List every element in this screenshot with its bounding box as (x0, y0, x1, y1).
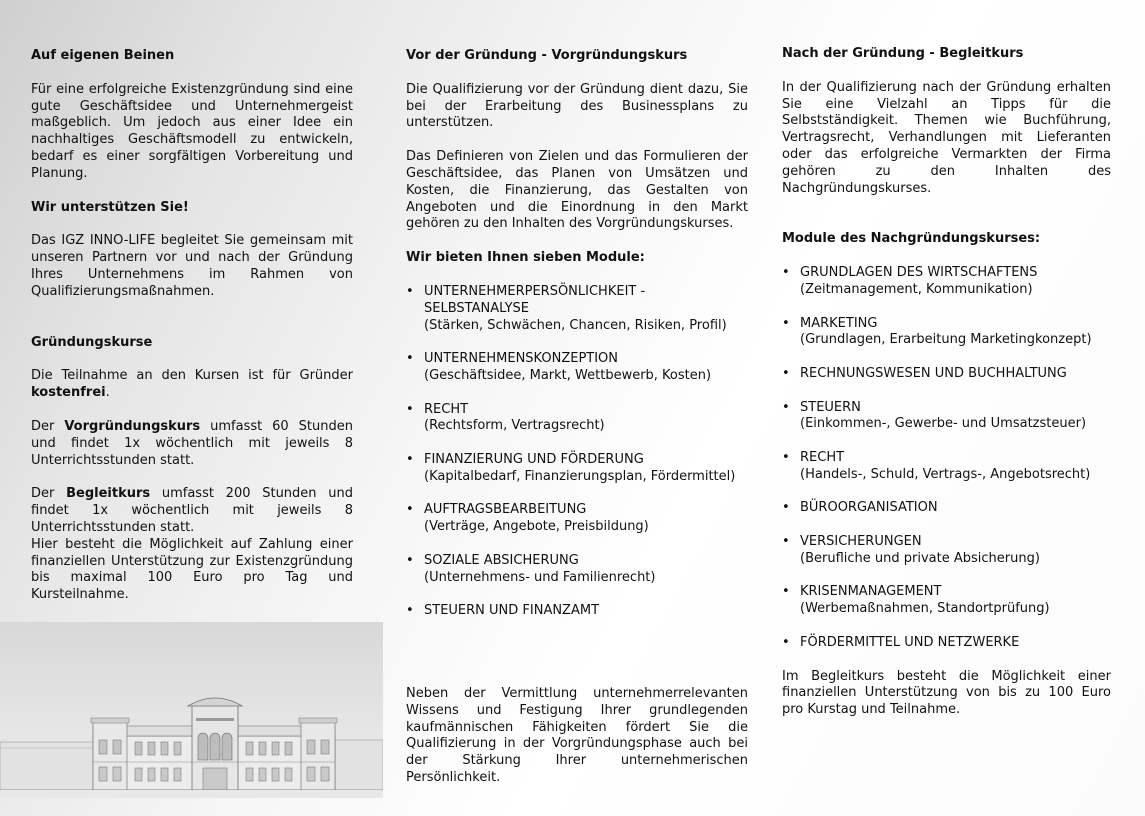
vor-module-list (406, 284, 748, 620)
vor-closing-block (406, 686, 748, 787)
vor-paragraph-2: Das Definieren von Zielen und das Formulieren der Geschäftsidee, das Planen von Umsätzen und Kosten, die Finanzierung, das Gestalten von Angeboten und die Einordnung in den Markt gehören zu den Inhalten des Vorgründungskurses. (406, 149, 748, 232)
list-item: • RECHNUNGSWESEN UND BUCHHALTUNG (782, 365, 1067, 381)
list-item: • FÖRDERMITTEL UND NETZWERKE (782, 634, 1020, 650)
list-item: • AUFTRAGSBEARBEITUNG (Verträge, Angebote, Preisbildung) (406, 502, 649, 535)
vor-paragraph-1: Die Qualifizierung vor der Gründung dient dazu, Sie bei der Erarbeitung des Businessplans zu unterstützen. (406, 81, 748, 131)
column-nachgruendung (782, 46, 1111, 719)
column-vorgruendung (406, 48, 748, 620)
nach-module-list (782, 265, 1111, 651)
support-paragraph: Das IGZ INNO-LIFE begleitet Sie gemeinsam mit unseren Partnern vor und nach der Gründung Ihres Unternehmens im Rahmen von Qualifizierungsmaßnahmen. (31, 233, 353, 299)
intro-paragraph: Für eine erfolgreiche Existenzgründung sind eine gute Geschäftsidee und Unternehmergeist maßgeblich. Um jedoch aus einer Idee ein nachhaltiges Geschäftsmodell zu entwickeln, bedarf es einer sorgfältigen Vorbereitung und Planung. (31, 81, 353, 181)
list-item: • RECHT (Handels-, Schuld, Vertrags-, Angebotsrecht) (782, 449, 1091, 482)
list-item: • FINANZIERUNG UND FÖRDERUNG (Kapitalbedarf, Finanzierungsplan, Fördermittel) (406, 451, 736, 484)
nach-paragraph-1: In der Qualifizierung nach der Gründung erhalten Sie eine Vielzahl an Tipps für die Selbstständigkeit. Themen wie Buchführung, Vertragsrecht, Verhandlungen mit Lieferanten oder das erfolgreiche Vermarkten der Firma gehören zu den Inhalten des Nachgründungskurses. (782, 79, 1111, 196)
list-item: • UNTERNEHMERPERSÖNLICHKEIT - SELBSTANALYSE (Stärken, Schwächen, Chancen, Risiken, Profil) (406, 283, 727, 333)
heading-auf-eigenen-beinen: Auf eigenen Beinen (31, 48, 175, 63)
list-item: • BÜROORGANISATION (782, 500, 938, 516)
building-illustration (0, 622, 383, 798)
vor-closing-paragraph: Neben der Vermittlung unternehmerrelevanten Wissens und Festigung Ihrer grundlegenden kaufmännischen Fähigkeiten fördert Sie die Qualifizierung in der Vorgründungsphase auch bei der Stärkung Ihrer unternehmerischen Persönlichkeit. (406, 686, 748, 785)
pre-course-paragraph: Der Vorgründungskurs umfasst 60 Stunden und findet 1x wöchentlich mit jeweils 8 Unterrichtsstunden statt. (31, 418, 353, 468)
list-item: • STEUERN (Einkommen-, Gewerbe- und Umsatzsteuer) (782, 399, 1087, 432)
list-item: • KRISENMANAGEMENT (Werbemaßnahmen, Standortprüfung) (782, 584, 1050, 617)
accompany-course-paragraph: Der Begleitkurs umfasst 200 Stunden und findet 1x wöchentlich mit jeweils 8 Unterrichtsstunden statt. (31, 486, 353, 535)
heading-vorgruendungskurs: Vor der Gründung - Vorgründungskurs (406, 48, 688, 63)
list-item: • UNTERNEHMENSKONZEPTION (Geschäftsidee, Markt, Wettbewerb, Kosten) (406, 351, 712, 383)
column-intro (31, 48, 353, 604)
heading-wir-unterstuetzen: Wir unterstützen Sie! (31, 199, 189, 215)
list-item: • RECHT (Rechtsform, Vertragsrecht) (406, 401, 605, 434)
free-paragraph: Die Teilnahme an den Kursen ist für Gründer kostenfrei. (31, 368, 353, 401)
list-item: • GRUNDLAGEN DES WIRTSCHAFTENS (Zeitmanagement, Kommunikation) (782, 265, 1038, 297)
heading-begleitkurs: Nach der Gründung - Begleitkurs (782, 46, 1024, 61)
list-item: • MARKETING (Grundlagen, Erarbeitung Marketingkonzept) (782, 315, 1092, 348)
heading-module-nachgruendung: Module des Nachgründungskurses: (782, 231, 1041, 247)
list-item: • SOZIALE ABSICHERUNG (Unternehmens- und Familienrecht) (406, 552, 656, 585)
heading-gruendungskurse: Gründungskurse (31, 334, 153, 350)
heading-sieben-module: Wir bieten Ihnen sieben Module: (406, 250, 645, 266)
list-item: • VERSICHERUNGEN (Berufliche und private Absicherung) (782, 533, 1040, 566)
nach-closing-paragraph: Im Begleitkurs besteht die Möglichkeit einer finanziellen Unterstützung von bis zu 100 Euro pro Kurstag und Teilnahme. (782, 668, 1111, 718)
funding-paragraph: Hier besteht die Möglichkeit auf Zahlung einer finanziellen Unterstützung zur Existenzgründung bis maximal 100 Euro pro Tag und Kursteilnahme. (31, 536, 353, 603)
list-item: • STEUERN UND FINANZAMT (406, 603, 600, 619)
